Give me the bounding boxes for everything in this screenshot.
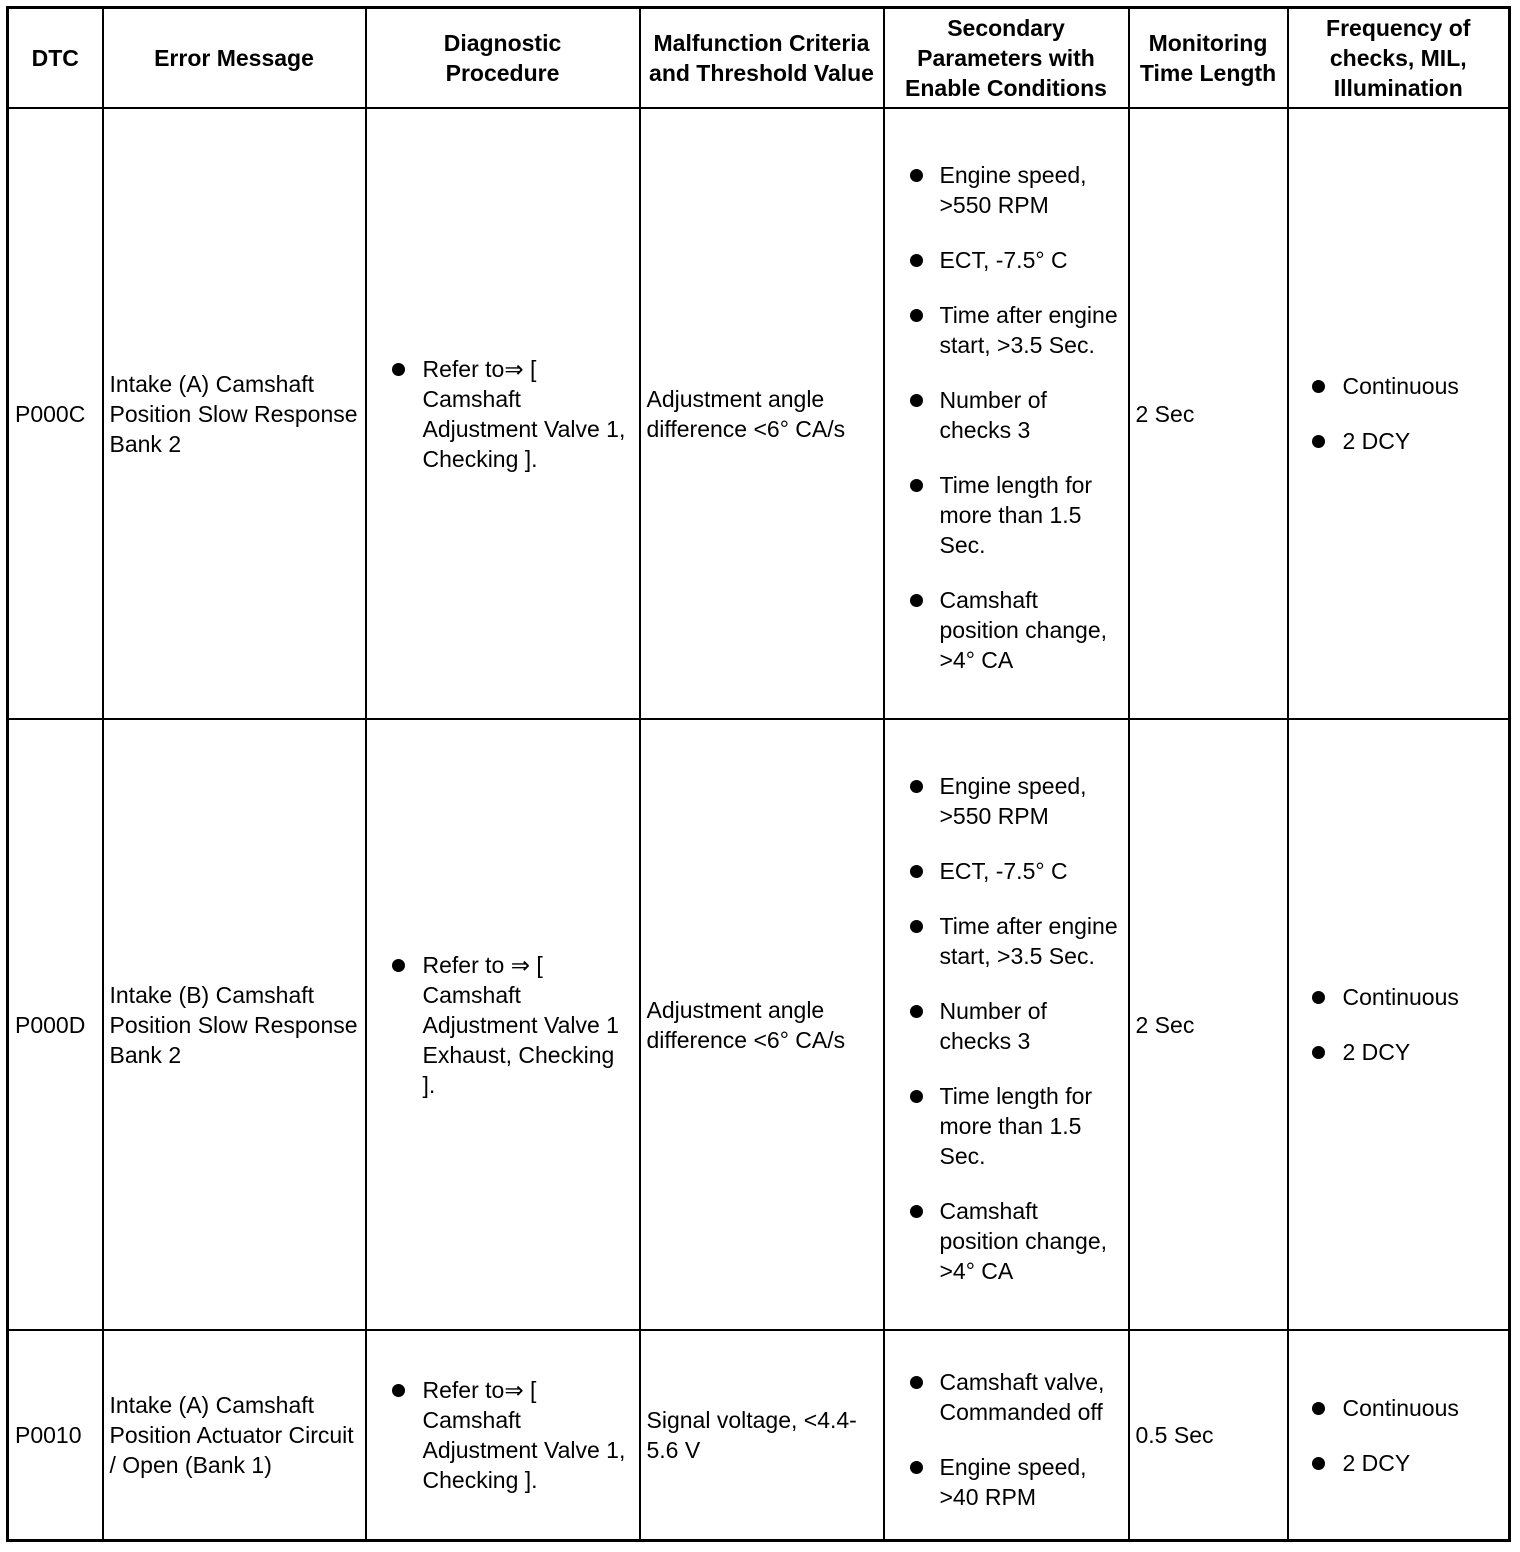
error-message: Intake (A) Camshaft Position Slow Response Bank 2 [103, 108, 366, 719]
frequency-item: 2 DCY [1295, 1448, 1503, 1478]
secondary-parameter-item: Time length for more than 1.5 Sec. [891, 470, 1122, 560]
diagnostic-procedure [366, 108, 640, 719]
header-diagnostic-procedure [366, 8, 640, 109]
header-row [8, 8, 1510, 109]
secondary-parameters [884, 719, 1129, 1330]
frequency-item: Continuous [1295, 371, 1503, 401]
diagnostic-procedure-item: Refer to⇒ [ Camshaft Adjustment Valve 1, Checking ]. [373, 354, 633, 474]
secondary-parameter-item: Number of checks 3 [891, 996, 1122, 1056]
secondary-parameters [884, 1330, 1129, 1541]
frequency [1288, 719, 1510, 1330]
error-message: Intake (A) Camshaft Position Actuator Circuit / Open (Bank 1) [103, 1330, 366, 1541]
header-error-message: Error Message [103, 8, 366, 109]
secondary-parameter-item: Engine speed, >550 RPM [891, 160, 1122, 220]
secondary-parameters-list [891, 1359, 1122, 1512]
header-malfunction-criteria: Malfunction Criteria and Threshold Value [640, 8, 884, 109]
frequency-item: 2 DCY [1295, 426, 1503, 456]
secondary-parameter-item: Camshaft valve, Commanded off [891, 1367, 1122, 1427]
diagnostic-procedure [366, 1330, 640, 1541]
frequency-item: 2 DCY [1295, 1037, 1503, 1067]
frequency [1288, 1330, 1510, 1541]
secondary-parameter-item: Engine speed, >40 RPM [891, 1452, 1122, 1512]
dtc-code: P0010 [8, 1330, 103, 1541]
dtc-table [6, 6, 1511, 1542]
malfunction-criteria: Adjustment angle difference <6° CA/s [640, 108, 884, 719]
table-row [8, 108, 1510, 719]
secondary-parameters [884, 108, 1129, 719]
secondary-parameter-item: Time after engine start, >3.5 Sec. [891, 300, 1122, 360]
table-row [8, 1330, 1510, 1541]
secondary-parameter-item: Time after engine start, >3.5 Sec. [891, 911, 1122, 971]
secondary-parameter-item: Engine speed, >550 RPM [891, 771, 1122, 831]
diagnostic-procedure-item: Refer to ⇒ [ Camshaft Adjustment Valve 1 Exhaust, Checking ]. [373, 950, 633, 1100]
frequency-item: Continuous [1295, 982, 1503, 1012]
dtc-table-page [6, 6, 1511, 1542]
header-secondary-parameters: Secondary Parameters with Enable Conditions [884, 8, 1129, 109]
diagnostic-procedure-item: Refer to⇒ [ Camshaft Adjustment Valve 1, Checking ]. [373, 1375, 633, 1495]
error-message: Intake (B) Camshaft Position Slow Response Bank 2 [103, 719, 366, 1330]
frequency-item: Continuous [1295, 1393, 1503, 1423]
monitoring-time: 2 Sec [1129, 719, 1288, 1330]
secondary-parameter-item: Number of checks 3 [891, 385, 1122, 445]
frequency [1288, 108, 1510, 719]
malfunction-criteria: Adjustment angle difference <6° CA/s [640, 719, 884, 1330]
monitoring-time: 2 Sec [1129, 108, 1288, 719]
header-monitoring-time: Monitoring Time Length [1129, 8, 1288, 109]
malfunction-criteria: Signal voltage, <4.4-5.6 V [640, 1330, 884, 1541]
frequency-list [1295, 982, 1503, 1067]
table-row [8, 719, 1510, 1330]
dtc-code: P000D [8, 719, 103, 1330]
secondary-parameter-item: Camshaft position change, >4° CA [891, 585, 1122, 675]
secondary-parameter-item: ECT, -7.5° C [891, 856, 1122, 886]
frequency-list [1295, 371, 1503, 456]
diagnostic-procedure-list [373, 950, 633, 1100]
diagnostic-procedure-list [373, 354, 633, 474]
monitoring-time: 0.5 Sec [1129, 1330, 1288, 1541]
secondary-parameter-item: Time length for more than 1.5 Sec. [891, 1081, 1122, 1171]
header-diagnostic-procedure-text: Diagnostic Procedure [443, 30, 562, 86]
secondary-parameters-list [891, 152, 1122, 675]
secondary-parameter-item: Camshaft position change, >4° CA [891, 1196, 1122, 1286]
secondary-parameters-list [891, 763, 1122, 1286]
dtc-code: P000C [8, 108, 103, 719]
diagnostic-procedure-list [373, 1375, 633, 1495]
header-dtc: DTC [8, 8, 103, 109]
frequency-list [1295, 1393, 1503, 1478]
diagnostic-procedure [366, 719, 640, 1330]
secondary-parameter-item: ECT, -7.5° C [891, 245, 1122, 275]
header-frequency: Frequency of checks, MIL, Illumination [1288, 8, 1510, 109]
